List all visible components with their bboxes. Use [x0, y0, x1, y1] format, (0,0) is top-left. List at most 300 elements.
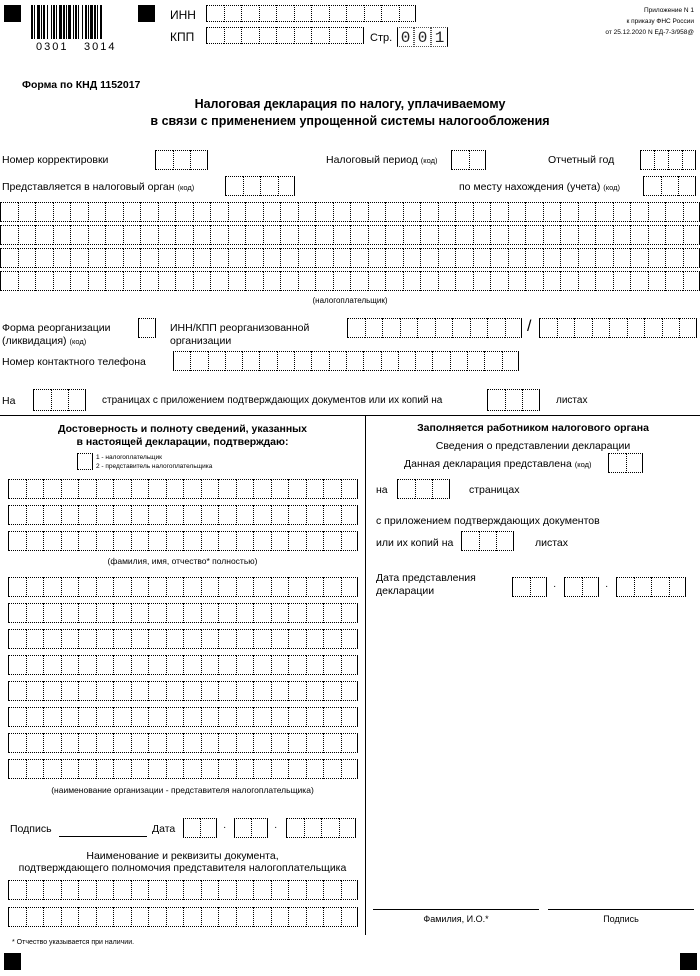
input-cell[interactable] [341, 603, 359, 623]
input-cell[interactable] [260, 176, 278, 196]
input-cell[interactable] [333, 271, 351, 291]
input-cell[interactable] [398, 351, 415, 371]
input-cell[interactable] [321, 818, 339, 838]
input-cell[interactable] [648, 202, 666, 222]
input-cell[interactable] [341, 733, 359, 753]
input-cell[interactable] [280, 202, 298, 222]
input-cell[interactable] [18, 225, 36, 245]
input-cell[interactable] [253, 707, 271, 727]
input-cell[interactable] [96, 629, 114, 649]
input-cell[interactable] [218, 505, 236, 525]
input-cell[interactable] [665, 202, 683, 222]
input-cell[interactable] [43, 759, 61, 779]
input-cell[interactable] [113, 880, 131, 900]
input-cell[interactable] [263, 202, 281, 222]
input-cell[interactable] [438, 202, 456, 222]
input-cell[interactable] [315, 248, 333, 268]
input-cell[interactable] [96, 681, 114, 701]
input-cell[interactable] [323, 707, 341, 727]
input-cell[interactable] [8, 603, 26, 623]
input-cell[interactable] [420, 202, 438, 222]
input-cell[interactable] [315, 225, 333, 245]
input-cell[interactable] [543, 225, 561, 245]
input-cell[interactable] [53, 202, 71, 222]
input-cell[interactable] [218, 479, 236, 499]
input-cell[interactable] [487, 389, 505, 411]
input-cell[interactable] [53, 271, 71, 291]
input-cell[interactable] [417, 318, 435, 338]
input-cell[interactable] [113, 655, 131, 675]
input-cell[interactable] [259, 5, 277, 22]
input-cell[interactable] [183, 505, 201, 525]
input-cell[interactable] [341, 577, 359, 597]
input-cell[interactable] [113, 707, 131, 727]
input-cell[interactable] [78, 707, 96, 727]
input-cell[interactable] [415, 351, 432, 371]
input-cell[interactable] [148, 655, 166, 675]
input-cell[interactable] [228, 225, 246, 245]
taxpayer-name-row[interactable] [0, 225, 700, 245]
input-cell[interactable] [8, 759, 26, 779]
input-cell[interactable] [311, 5, 329, 22]
input-cell[interactable] [0, 202, 18, 222]
input-cell[interactable] [35, 225, 53, 245]
input-cell[interactable] [306, 577, 324, 597]
input-cell[interactable] [311, 27, 329, 44]
input-cell[interactable] [420, 248, 438, 268]
input-cell[interactable] [329, 27, 347, 44]
input-cell[interactable] [236, 531, 254, 551]
input-cell[interactable] [224, 5, 242, 22]
input-cell[interactable] [26, 681, 44, 701]
input-cell[interactable] [399, 5, 417, 22]
inn-cells[interactable] [206, 5, 416, 22]
input-cell[interactable] [131, 681, 149, 701]
input-cell[interactable] [364, 5, 382, 22]
representative-org-row[interactable] [8, 577, 358, 597]
input-cell[interactable] [365, 318, 383, 338]
input-cell[interactable] [271, 577, 289, 597]
input-cell[interactable] [183, 818, 200, 838]
input-cell[interactable] [18, 202, 36, 222]
input-cell[interactable] [236, 880, 254, 900]
input-cell[interactable] [403, 202, 421, 222]
pages-count-cells[interactable] [33, 389, 86, 411]
input-cell[interactable] [166, 655, 184, 675]
input-cell[interactable] [522, 389, 540, 411]
input-cell[interactable] [166, 603, 184, 623]
input-cell[interactable] [61, 907, 79, 927]
input-cell[interactable] [201, 655, 219, 675]
input-cell[interactable] [61, 577, 79, 597]
input-cell[interactable] [245, 225, 263, 245]
input-cell[interactable] [96, 759, 114, 779]
input-cell[interactable] [70, 248, 88, 268]
input-cell[interactable] [595, 225, 613, 245]
input-cell[interactable] [346, 27, 364, 44]
input-cell[interactable] [148, 479, 166, 499]
input-cell[interactable] [200, 818, 217, 838]
input-cell[interactable] [78, 880, 96, 900]
input-cell[interactable] [323, 479, 341, 499]
input-cell[interactable] [43, 681, 61, 701]
kpp-cells[interactable] [206, 27, 364, 44]
input-cell[interactable] [158, 202, 176, 222]
input-cell[interactable] [508, 225, 526, 245]
input-cell[interactable] [288, 603, 306, 623]
input-cell[interactable] [665, 248, 683, 268]
input-cell[interactable] [61, 733, 79, 753]
input-cell[interactable] [315, 202, 333, 222]
input-cell[interactable] [113, 629, 131, 649]
input-cell[interactable] [148, 603, 166, 623]
input-cell[interactable] [323, 531, 341, 551]
input-cell[interactable] [306, 629, 324, 649]
input-cell[interactable] [243, 176, 261, 196]
input-cell[interactable] [432, 479, 450, 499]
input-cell[interactable] [450, 351, 467, 371]
input-cell[interactable] [113, 479, 131, 499]
taxpayer-name-row[interactable] [0, 202, 700, 222]
input-cell[interactable] [148, 880, 166, 900]
input-cell[interactable] [341, 880, 359, 900]
date-year-cells[interactable] [286, 818, 356, 838]
input-cell[interactable] [201, 531, 219, 551]
input-cell[interactable] [61, 603, 79, 623]
input-cell[interactable] [294, 351, 311, 371]
input-cell[interactable] [8, 880, 26, 900]
input-cell[interactable] [148, 531, 166, 551]
presentation-year-cells[interactable] [616, 577, 686, 597]
input-cell[interactable] [271, 907, 289, 927]
input-cell[interactable] [455, 202, 473, 222]
input-cell[interactable] [557, 318, 575, 338]
input-cell[interactable] [183, 733, 201, 753]
input-cell[interactable] [228, 271, 246, 291]
signer-name-row[interactable] [8, 479, 358, 499]
reorg-kpp-cells[interactable] [539, 318, 697, 338]
input-cell[interactable] [578, 248, 596, 268]
input-cell[interactable] [26, 907, 44, 927]
input-cell[interactable] [183, 907, 201, 927]
input-cell[interactable] [333, 248, 351, 268]
input-cell[interactable] [350, 202, 368, 222]
input-cell[interactable] [323, 603, 341, 623]
input-cell[interactable] [271, 759, 289, 779]
input-cell[interactable] [96, 603, 114, 623]
input-cell[interactable] [473, 225, 491, 245]
input-cell[interactable] [385, 202, 403, 222]
input-cell[interactable] [608, 453, 626, 473]
input-cell[interactable] [578, 202, 596, 222]
input-cell[interactable] [473, 271, 491, 291]
input-cell[interactable] [175, 271, 193, 291]
input-cell[interactable] [288, 907, 306, 927]
input-cell[interactable] [113, 907, 131, 927]
input-cell[interactable] [234, 818, 251, 838]
input-cell[interactable] [43, 531, 61, 551]
input-cell[interactable] [158, 225, 176, 245]
input-cell[interactable] [525, 225, 543, 245]
date-day-cells[interactable] [183, 818, 217, 838]
input-cell[interactable] [8, 907, 26, 927]
input-cell[interactable] [166, 759, 184, 779]
input-cell[interactable] [455, 225, 473, 245]
input-cell[interactable] [88, 202, 106, 222]
input-cell[interactable] [166, 479, 184, 499]
input-cell[interactable] [113, 733, 131, 753]
input-cell[interactable] [470, 318, 488, 338]
input-cell[interactable] [96, 505, 114, 525]
input-cell[interactable] [0, 271, 18, 291]
input-cell[interactable] [288, 577, 306, 597]
input-cell[interactable] [627, 318, 645, 338]
representative-org-row[interactable] [8, 707, 358, 727]
input-cell[interactable] [451, 150, 469, 170]
input-cell[interactable] [323, 759, 341, 779]
input-cell[interactable] [397, 479, 415, 499]
input-cell[interactable] [368, 202, 386, 222]
input-cell[interactable] [43, 880, 61, 900]
input-cell[interactable] [210, 202, 228, 222]
input-cell[interactable] [253, 759, 271, 779]
input-cell[interactable] [26, 629, 44, 649]
input-cell[interactable] [263, 271, 281, 291]
input-cell[interactable] [201, 759, 219, 779]
input-cell[interactable] [201, 577, 219, 597]
input-cell[interactable] [236, 577, 254, 597]
input-cell[interactable] [43, 479, 61, 499]
input-cell[interactable] [253, 733, 271, 753]
input-cell[interactable] [241, 27, 259, 44]
input-cell[interactable] [236, 655, 254, 675]
input-cell[interactable] [228, 248, 246, 268]
input-cell[interactable] [155, 150, 173, 170]
input-cell[interactable] [241, 5, 259, 22]
representative-org-row[interactable] [8, 733, 358, 753]
input-cell[interactable] [96, 880, 114, 900]
input-cell[interactable] [662, 318, 680, 338]
input-cell[interactable] [487, 318, 505, 338]
input-cell[interactable] [218, 531, 236, 551]
input-cell[interactable] [271, 531, 289, 551]
input-cell[interactable] [61, 505, 79, 525]
input-cell[interactable] [78, 505, 96, 525]
input-cell[interactable] [350, 225, 368, 245]
input-cell[interactable] [201, 629, 219, 649]
input-cell[interactable] [224, 27, 242, 44]
input-cell[interactable] [288, 880, 306, 900]
input-cell[interactable] [113, 531, 131, 551]
input-cell[interactable] [123, 225, 141, 245]
reorg-form-cells[interactable] [138, 318, 156, 338]
input-cell[interactable] [8, 505, 26, 525]
tax-period-cells[interactable] [451, 150, 486, 170]
input-cell[interactable] [368, 248, 386, 268]
input-cell[interactable] [420, 225, 438, 245]
input-cell[interactable] [61, 479, 79, 499]
input-cell[interactable] [333, 225, 351, 245]
input-cell[interactable] [341, 907, 359, 927]
input-cell[interactable] [8, 479, 26, 499]
input-cell[interactable] [432, 351, 449, 371]
input-cell[interactable] [26, 759, 44, 779]
input-cell[interactable] [276, 27, 294, 44]
input-cell[interactable] [78, 603, 96, 623]
input-cell[interactable] [123, 248, 141, 268]
input-cell[interactable] [271, 880, 289, 900]
input-cell[interactable] [236, 603, 254, 623]
input-cell[interactable] [467, 351, 484, 371]
input-cell[interactable] [190, 150, 208, 170]
reorg-inn-cells[interactable] [347, 318, 522, 338]
input-cell[interactable] [175, 225, 193, 245]
input-cell[interactable] [288, 707, 306, 727]
input-cell[interactable] [339, 818, 357, 838]
input-cell[interactable] [306, 479, 324, 499]
input-cell[interactable] [306, 681, 324, 701]
input-cell[interactable] [236, 629, 254, 649]
input-cell[interactable] [183, 629, 201, 649]
input-cell[interactable] [640, 150, 654, 170]
input-cell[interactable] [51, 389, 69, 411]
input-cell[interactable] [77, 453, 93, 470]
input-cell[interactable] [564, 577, 582, 597]
input-cell[interactable] [613, 248, 631, 268]
input-cell[interactable] [560, 271, 578, 291]
input-cell[interactable] [26, 505, 44, 525]
input-cell[interactable] [323, 733, 341, 753]
input-cell[interactable] [26, 707, 44, 727]
input-cell[interactable] [33, 389, 51, 411]
right-pages-cells[interactable] [397, 479, 450, 499]
input-cell[interactable] [61, 655, 79, 675]
input-cell[interactable] [288, 733, 306, 753]
input-cell[interactable] [438, 225, 456, 245]
input-cell[interactable] [166, 531, 184, 551]
input-cell[interactable] [271, 603, 289, 623]
input-cell[interactable] [613, 271, 631, 291]
input-cell[interactable] [175, 248, 193, 268]
input-cell[interactable] [236, 707, 254, 727]
input-cell[interactable] [78, 733, 96, 753]
input-cell[interactable] [665, 271, 683, 291]
input-cell[interactable] [634, 577, 652, 597]
input-cell[interactable] [206, 27, 224, 44]
input-cell[interactable] [288, 479, 306, 499]
input-cell[interactable] [543, 271, 561, 291]
input-cell[interactable] [278, 176, 296, 196]
input-cell[interactable] [253, 629, 271, 649]
input-cell[interactable] [158, 271, 176, 291]
input-cell[interactable] [78, 681, 96, 701]
input-cell[interactable] [183, 479, 201, 499]
input-cell[interactable] [245, 202, 263, 222]
input-cell[interactable] [201, 505, 219, 525]
input-cell[interactable] [148, 733, 166, 753]
presentation-month-cells[interactable] [564, 577, 599, 597]
input-cell[interactable] [96, 655, 114, 675]
input-cell[interactable] [78, 655, 96, 675]
input-cell[interactable] [166, 629, 184, 649]
input-cell[interactable] [263, 225, 281, 245]
input-cell[interactable] [236, 907, 254, 927]
input-cell[interactable] [363, 351, 380, 371]
input-cell[interactable] [96, 907, 114, 927]
input-cell[interactable] [218, 629, 236, 649]
input-cell[interactable] [148, 907, 166, 927]
input-cell[interactable] [298, 271, 316, 291]
input-cell[interactable] [26, 577, 44, 597]
input-cell[interactable] [140, 225, 158, 245]
input-cell[interactable] [288, 655, 306, 675]
input-cell[interactable] [8, 707, 26, 727]
input-cell[interactable] [218, 707, 236, 727]
input-cell[interactable] [253, 603, 271, 623]
input-cell[interactable] [70, 225, 88, 245]
input-cell[interactable] [306, 880, 324, 900]
input-cell[interactable] [183, 531, 201, 551]
input-cell[interactable] [183, 655, 201, 675]
input-cell[interactable] [560, 248, 578, 268]
input-cell[interactable] [323, 880, 341, 900]
input-cell[interactable] [123, 202, 141, 222]
input-cell[interactable] [288, 505, 306, 525]
input-cell[interactable] [173, 351, 190, 371]
input-cell[interactable] [183, 707, 201, 727]
input-cell[interactable] [105, 248, 123, 268]
input-cell[interactable] [18, 271, 36, 291]
input-cell[interactable] [648, 225, 666, 245]
input-cell[interactable] [26, 531, 44, 551]
input-cell[interactable] [8, 733, 26, 753]
input-cell[interactable] [113, 577, 131, 597]
input-cell[interactable] [78, 479, 96, 499]
input-cell[interactable] [263, 248, 281, 268]
input-cell[interactable] [218, 655, 236, 675]
input-cell[interactable] [271, 479, 289, 499]
representative-org-row[interactable] [8, 759, 358, 779]
input-cell[interactable] [43, 629, 61, 649]
input-cell[interactable] [329, 351, 346, 371]
reporting-year-cells[interactable] [640, 150, 696, 170]
input-cell[interactable] [105, 225, 123, 245]
input-cell[interactable] [26, 733, 44, 753]
input-cell[interactable] [218, 681, 236, 701]
input-cell[interactable] [508, 248, 526, 268]
input-cell[interactable] [400, 318, 418, 338]
input-cell[interactable] [350, 271, 368, 291]
input-cell[interactable] [683, 202, 700, 222]
input-cell[interactable] [131, 629, 149, 649]
input-cell[interactable] [78, 907, 96, 927]
input-cell[interactable] [253, 479, 271, 499]
input-cell[interactable] [190, 351, 207, 371]
input-cell[interactable] [8, 577, 26, 597]
input-cell[interactable] [253, 907, 271, 927]
input-cell[interactable] [148, 707, 166, 727]
input-cell[interactable] [26, 603, 44, 623]
input-cell[interactable] [479, 531, 497, 551]
input-cell[interactable] [253, 655, 271, 675]
input-cell[interactable] [592, 318, 610, 338]
input-cell[interactable] [8, 681, 26, 701]
input-cell[interactable] [644, 318, 662, 338]
input-cell[interactable] [683, 271, 700, 291]
input-cell[interactable] [276, 5, 294, 22]
input-cell[interactable] [288, 531, 306, 551]
input-cell[interactable] [306, 505, 324, 525]
